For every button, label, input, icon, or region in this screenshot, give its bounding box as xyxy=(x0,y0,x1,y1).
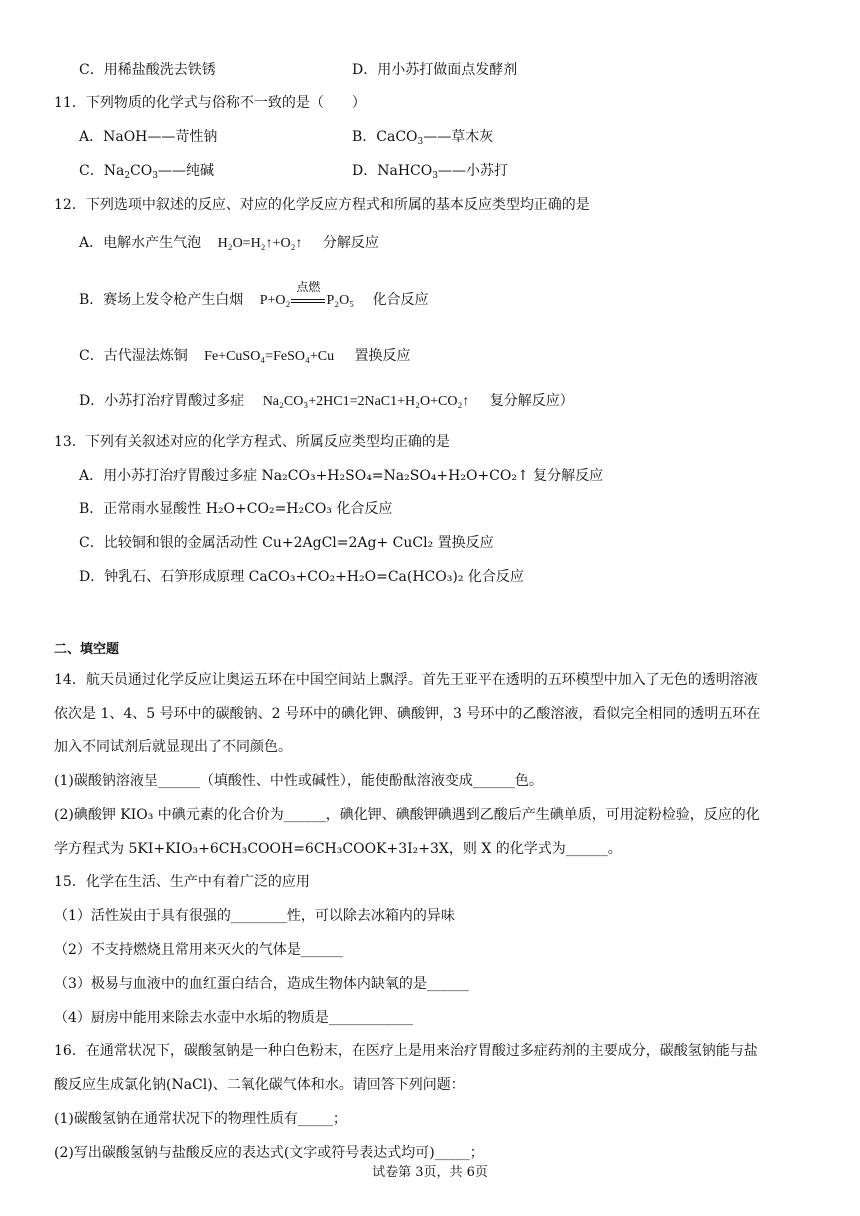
q16-part-2: (2)写出碳酸氢钠与盐酸反应的表达式(文字或符号表达式均可)_____； xyxy=(54,1145,484,1161)
q12-option-c-equation: Fe+CuSO₄=FeSO₄+Cu xyxy=(204,349,335,364)
q10-options-row xyxy=(0,60,860,80)
q10-option-d: D．用小苏打做面点发酵剂 xyxy=(352,62,518,78)
q15-part-4: （4）厨房中能用来除去水壶中水垢的物质是____________ xyxy=(54,1010,413,1026)
q11-options-row-2 xyxy=(0,161,860,181)
q12-option-a xyxy=(79,233,379,254)
q12-option-d-text: D．小苏打治疗胃酸过多症 xyxy=(79,393,245,409)
q10-option-c: C．用稀盐酸洗去铁锈 xyxy=(79,62,216,78)
q16-text-line-2: 酸反应生成氯化钠(NaCl)、二氧化碳气体和水。请回答下列问题： xyxy=(54,1077,465,1093)
q15-part-2: （2）不支持燃烧且常用来灭火的气体是______ xyxy=(54,942,343,958)
q12-option-c-text: C．古代湿法炼铜 xyxy=(79,348,188,364)
q11-option-d: D．NaHCO$_3$——小苏打 xyxy=(352,163,508,181)
q15-stem: 15．化学在生活、生产中有着广泛的应用 xyxy=(54,874,310,890)
page-footer: 试卷第 3页，共 6页 xyxy=(372,1165,488,1180)
q13-stem: 13．下列有关叙述对应的化学方程式、所属反应类型均正确的是 xyxy=(54,434,450,450)
q14-text-line-2: 依次是 1、4、5 号环中的碳酸钠、2 号环中的碘化钾、碘酸钾，3 号环中的乙酸溶液，看似完全相同的透明五环在 xyxy=(54,706,761,722)
q11-option-b: B．CaCO$_3$——草木灰 xyxy=(352,129,494,147)
q12-option-c xyxy=(79,346,411,367)
q12-stem: 12．下列选项中叙述的反应、对应的化学反应方程式和所属的基本反应类型均正确的是 xyxy=(54,197,590,213)
q12-option-b-type: 化合反应 xyxy=(372,292,429,308)
q12-option-b xyxy=(79,280,429,311)
q16-part-1: (1)碳酸氢钠在通常状况下的物理性质有_____； xyxy=(54,1111,347,1127)
q16-text-line-1: 16．在通常状况下，碳酸氢钠是一种白色粉末，在医疗上是用来治疗胃酸过多症药剂的主要成分，碳酸氢钠能与盐 xyxy=(54,1043,758,1059)
q15-part-3: （3）极易与血液中的血红蛋白结合，造成生物体内缺氧的是______ xyxy=(54,976,469,992)
q12-option-d-type: 复分解反应） xyxy=(489,393,574,409)
q12-option-b-text: B．赛场上发令枪产生白烟 xyxy=(79,292,244,308)
q11-options-row-1 xyxy=(0,127,860,147)
q14-text-line-1: 14．航天员通过化学反应让奥运五环在中国空间站上飘浮。首先王亚平在透明的五环模型中加入了无色的透明溶液 xyxy=(54,672,758,688)
q13-option-c: C．比较铜和银的金属活动性 Cu+2AgCl=2Ag+ CuCl₂ 置换反应 xyxy=(79,535,494,551)
q13-option-b: B．正常雨水显酸性 H₂O+CO₂=H₂CO₃ 化合反应 xyxy=(79,501,393,517)
q14-part-2-line-2: 学方程式为 5KI+KIO₃+6CH₃COOH=6CH₃COOK+3I₂+3X，则 X 的化学式为______。 xyxy=(54,841,622,857)
q13-option-a: A．用小苏打治疗胃酸过多症 Na₂CO₃+H₂SO₄=Na₂SO₄+H₂O+CO₂↑ 复分解反应 xyxy=(79,468,604,484)
q12-option-a-text: A．电解水产生气泡 xyxy=(79,235,202,251)
q12-option-c-type: 置换反应 xyxy=(354,348,411,364)
q12-option-d xyxy=(79,391,574,412)
q11-option-c: C．$Na_2CO_3——$纯碱 xyxy=(79,163,214,181)
q13-option-d: D．钟乳石、石笋形成原理 CaCO₃+CO₂+H₂O=Ca(HCO₃)₂ 化合反应 xyxy=(79,569,524,585)
q14-text-line-3: 加入不同试剂后就显现出了不同颜色。 xyxy=(54,739,292,755)
q12-option-a-type: 分解反应 xyxy=(322,235,379,251)
q11-stem: 11．下列物质的化学式与俗称不一致的是（ ） xyxy=(54,95,366,111)
section-title: 二、填空题 xyxy=(54,642,120,657)
q12-option-a-equation: H₂O=H₂↑+O₂↑ xyxy=(217,236,303,251)
q12-option-b-condition: 点燃 xyxy=(296,280,321,294)
q14-part-2-line-1: (2)碘酸钾 KIO₃ 中碘元素的化合价为______，碘化钾、碘酸钾碘遇到乙酸后产生碘单质，可用淀粉检验，反应的化 xyxy=(54,807,760,823)
q11-option-a: A．NaOH——苛性钠 xyxy=(79,129,218,145)
q15-part-1: （1）活性炭由于具有很强的________性，可以除去冰箱内的异味 xyxy=(54,908,455,924)
q14-part-1: (1)碳酸钠溶液呈______（填酸性、中性或碱性），能使酚酞溶液变成______色。 xyxy=(54,773,543,789)
q12-option-d-equation: Na₂CO₃+2HC1=2NaC1+H₂O+CO₂↑ xyxy=(262,394,470,409)
q12-option-b-equation: P+O₂ 点燃 P₂O₅ xyxy=(260,293,354,308)
